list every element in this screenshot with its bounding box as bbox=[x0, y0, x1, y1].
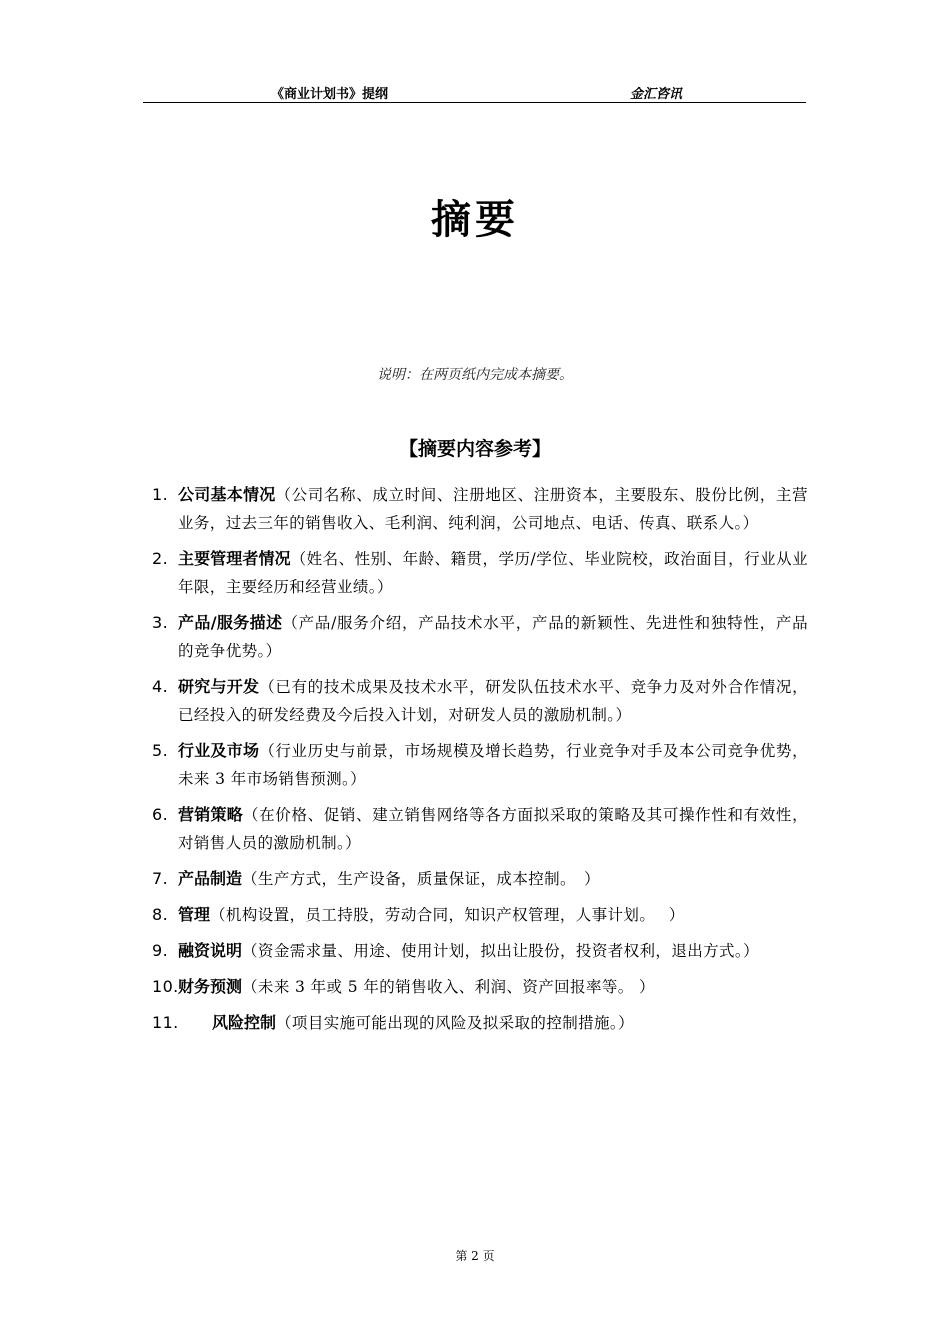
item-description: （行业历史与前景，市场规模及增长趋势，行业竞争对手及本公司竞争优势，未来 3 年市场销售预测。） bbox=[178, 742, 808, 788]
list-item bbox=[152, 1009, 808, 1037]
item-label: 营销策略 bbox=[178, 805, 243, 824]
item-number: 3. bbox=[152, 613, 169, 632]
item-label: 公司基本情况 bbox=[178, 485, 276, 504]
item-number: 10. bbox=[152, 977, 179, 996]
item-number: 2. bbox=[152, 549, 169, 568]
item-label: 行业及市场 bbox=[178, 741, 260, 760]
list-item bbox=[152, 801, 808, 857]
item-number: 6. bbox=[152, 805, 169, 824]
item-number: 4. bbox=[152, 677, 169, 696]
item-description: （项目实施可能出现的风险及拟采取的控制措施。） bbox=[276, 1014, 634, 1032]
item-description: （未来 3 年或 5 年的销售收入、利润、资产回报率等。 ） bbox=[242, 978, 655, 996]
item-number: 5. bbox=[152, 741, 169, 760]
page-number: 第 2 页 bbox=[455, 1249, 495, 1263]
item-description: （机构设置，员工持股，劳动合同，知识产权管理，人事计划。 ） bbox=[210, 906, 685, 924]
item-description: （生产方式，生产设备，质量保证，成本控制。 ） bbox=[242, 870, 600, 888]
item-number: 9. bbox=[152, 941, 169, 960]
list-item bbox=[152, 901, 808, 929]
list-item bbox=[152, 545, 808, 601]
list-item bbox=[152, 481, 808, 537]
item-description: （姓名、性别、年龄、籍贯，学历/学位、毕业院校，政治面目，行业从业年限，主要经历和经营业绩。） bbox=[178, 550, 808, 596]
item-label: 研究与开发 bbox=[178, 677, 260, 696]
item-label: 主要管理者情况 bbox=[178, 549, 291, 568]
header-document-title: 《商业计划书》提纲 bbox=[271, 87, 389, 102]
page-header bbox=[143, 82, 806, 103]
item-label: 产品制造 bbox=[178, 869, 243, 888]
item-description: （已有的技术成果及技术水平，研发队伍技术水平、竞争力及对外合作情况，已经投入的研发经费及今后投入计划，对研发人员的激励机制。） bbox=[178, 678, 808, 724]
item-label: 财务预测 bbox=[178, 977, 243, 996]
item-description: （在价格、促销、建立销售网络等各方面拟采取的策略及其可操作性和有效性，对销售人员的激励机制。） bbox=[178, 806, 808, 852]
item-description: （产品/服务介绍，产品技术水平，产品的新颖性、先进性和独特性，产品的竞争优势。） bbox=[178, 614, 808, 660]
item-number: 11. bbox=[152, 1013, 179, 1032]
list-item bbox=[152, 609, 808, 665]
instruction-note: 说明：在两页纸内完成本摘要。 bbox=[377, 367, 573, 383]
header-company-name: 金汇咨讯 bbox=[630, 87, 683, 102]
page-title: 摘要 bbox=[431, 197, 519, 243]
list-item bbox=[152, 865, 808, 893]
item-label: 风险控制 bbox=[212, 1013, 277, 1032]
list-item bbox=[152, 673, 808, 729]
item-label: 产品/服务描述 bbox=[178, 613, 283, 632]
item-label: 管理 bbox=[178, 905, 211, 924]
reference-heading: 【摘要内容参考】 bbox=[398, 438, 551, 460]
item-label: 融资说明 bbox=[178, 941, 243, 960]
item-number: 7. bbox=[152, 869, 169, 888]
item-number: 1. bbox=[152, 485, 169, 504]
item-description: （公司名称、成立时间、注册地区、注册资本，主要股东、股份比例，主营业务，过去三年的销售收入、毛利润、纯利润，公司地点、电话、传真、联系人。） bbox=[178, 486, 808, 532]
list-item bbox=[152, 937, 808, 965]
list-item bbox=[152, 737, 808, 793]
item-number: 8. bbox=[152, 905, 169, 924]
item-description: （资金需求量、用途、使用计划，拟出让股份，投资者权利，退出方式。） bbox=[242, 942, 759, 960]
list-item bbox=[152, 973, 808, 1001]
summary-item-list bbox=[152, 481, 808, 1045]
